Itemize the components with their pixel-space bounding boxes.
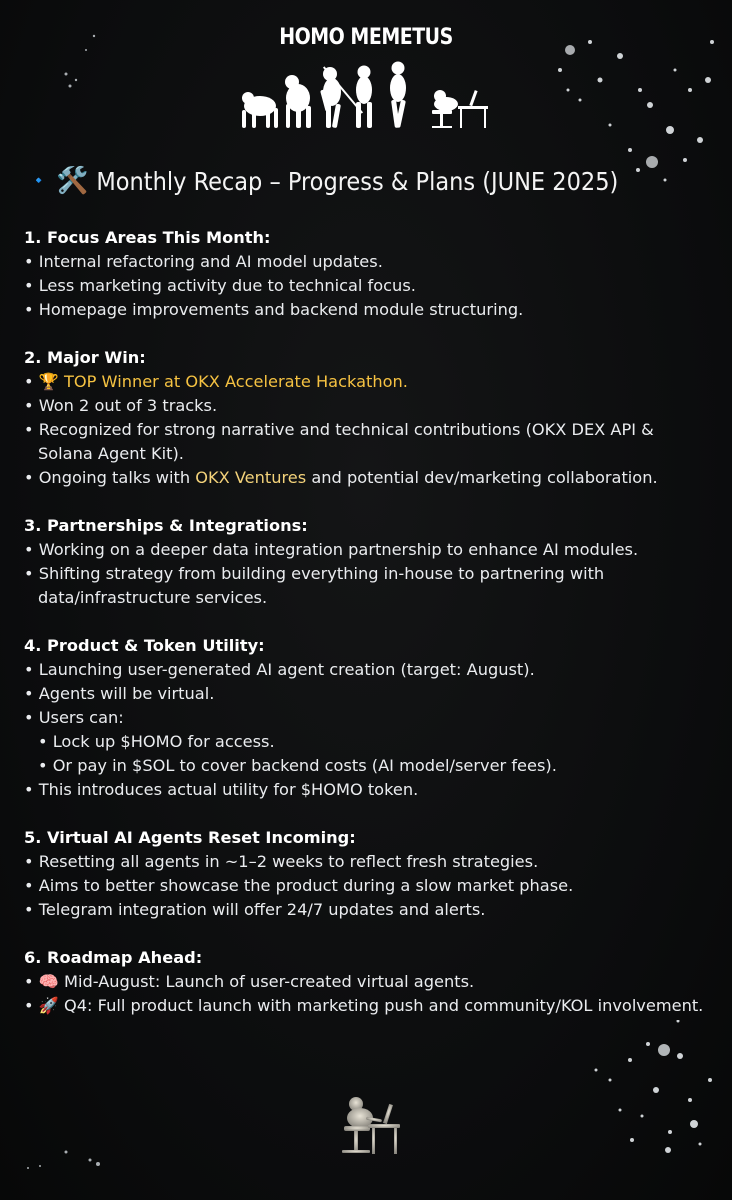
- talks-before: • Ongoing talks with: [24, 468, 196, 487]
- talks-after: and potential dev/marketing collaboration.: [306, 468, 658, 487]
- list-item: • Less marketing activity due to technical focus.: [24, 276, 416, 295]
- page-title: [30, 166, 720, 196]
- list-item: • Resetting all agents in ~1–2 weeks to reflect fresh strategies.: [24, 852, 539, 871]
- list-item: • Homepage improvements and backend module structuring.: [24, 300, 524, 319]
- hammer-wrench-icon: 🛠️: [56, 166, 89, 196]
- roadmap-item-text: Q4: Full product launch with marketing push and community/KOL involvement.: [58, 996, 704, 1015]
- list-item-win: [24, 370, 714, 394]
- recap-content: [24, 226, 714, 1042]
- list-item: [24, 994, 714, 1018]
- section-heading: 6. Roadmap Ahead:: [24, 948, 203, 967]
- star-speckles-bottom-right: [560, 1020, 730, 1170]
- section-heading: 2. Major Win:: [24, 348, 146, 367]
- list-item: [24, 970, 714, 994]
- list-item: • This introduces actual utility for $HOMO token.: [24, 780, 419, 799]
- sub-list-item: • Lock up $HOMO for access.: [38, 732, 275, 751]
- trophy-icon: 🏆: [38, 372, 59, 391]
- section-major-win: [24, 346, 714, 490]
- list-item: • Won 2 out of 3 tracks.: [24, 396, 218, 415]
- section-focus-areas: [24, 226, 714, 322]
- list-item: • Aims to better showcase the product during a slow market phase.: [24, 876, 574, 895]
- hunched-desk-figure-icon: [330, 1090, 402, 1162]
- star-speckles-bottom-left: [20, 1140, 120, 1180]
- brand-logo: HOMO MEMETUS: [279, 24, 453, 50]
- section-partnerships: [24, 514, 714, 610]
- section-heading: 5. Virtual AI Agents Reset Incoming:: [24, 828, 356, 847]
- human-evolution-icon: [236, 60, 490, 132]
- list-item: • Recognized for strong narrative and technical contributions (OKX DEX API &: [24, 420, 654, 439]
- win-highlight-text: TOP Winner at OKX Accelerate Hackathon.: [58, 372, 408, 391]
- bullet: •: [24, 996, 39, 1015]
- bullet: •: [24, 972, 39, 991]
- rocket-icon: 🚀: [38, 996, 59, 1015]
- list-item: • Launching user-generated AI agent creation (target: August).: [24, 660, 535, 679]
- section-roadmap: [24, 946, 714, 1018]
- list-item: • Shifting strategy from building everything in-house to partnering with: [24, 564, 605, 583]
- section-heading: 3. Partnerships & Integrations:: [24, 516, 308, 535]
- roadmap-item-text: Mid-August: Launch of user-created virtual agents.: [58, 972, 475, 991]
- section-agents-reset: [24, 826, 714, 922]
- section-heading: 1. Focus Areas This Month:: [24, 228, 271, 247]
- blue-diamond-icon: 🔹: [30, 173, 48, 189]
- okx-ventures-highlight: OKX Ventures: [195, 468, 307, 487]
- list-item-continuation: Solana Agent Kit).: [38, 444, 184, 463]
- section-product-utility: [24, 634, 714, 802]
- list-item-continuation: data/infrastructure services.: [38, 588, 268, 607]
- list-item: • Agents will be virtual.: [24, 684, 215, 703]
- section-heading: 4. Product & Token Utility:: [24, 636, 265, 655]
- list-item: • Telegram integration will offer 24/7 updates and alerts.: [24, 900, 486, 919]
- list-item-talks: [24, 466, 714, 490]
- brain-icon: 🧠: [38, 972, 59, 991]
- page-title-text: Monthly Recap – Progress & Plans (JUNE 2025): [96, 166, 619, 196]
- bullet: •: [24, 372, 39, 391]
- list-item: • Users can:: [24, 708, 124, 727]
- sub-list-item: • Or pay in $SOL to cover backend costs (AI model/server fees).: [38, 756, 557, 775]
- list-item: • Working on a deeper data integration partnership to enhance AI modules.: [24, 540, 639, 559]
- list-item: • Internal refactoring and AI model updates.: [24, 252, 383, 271]
